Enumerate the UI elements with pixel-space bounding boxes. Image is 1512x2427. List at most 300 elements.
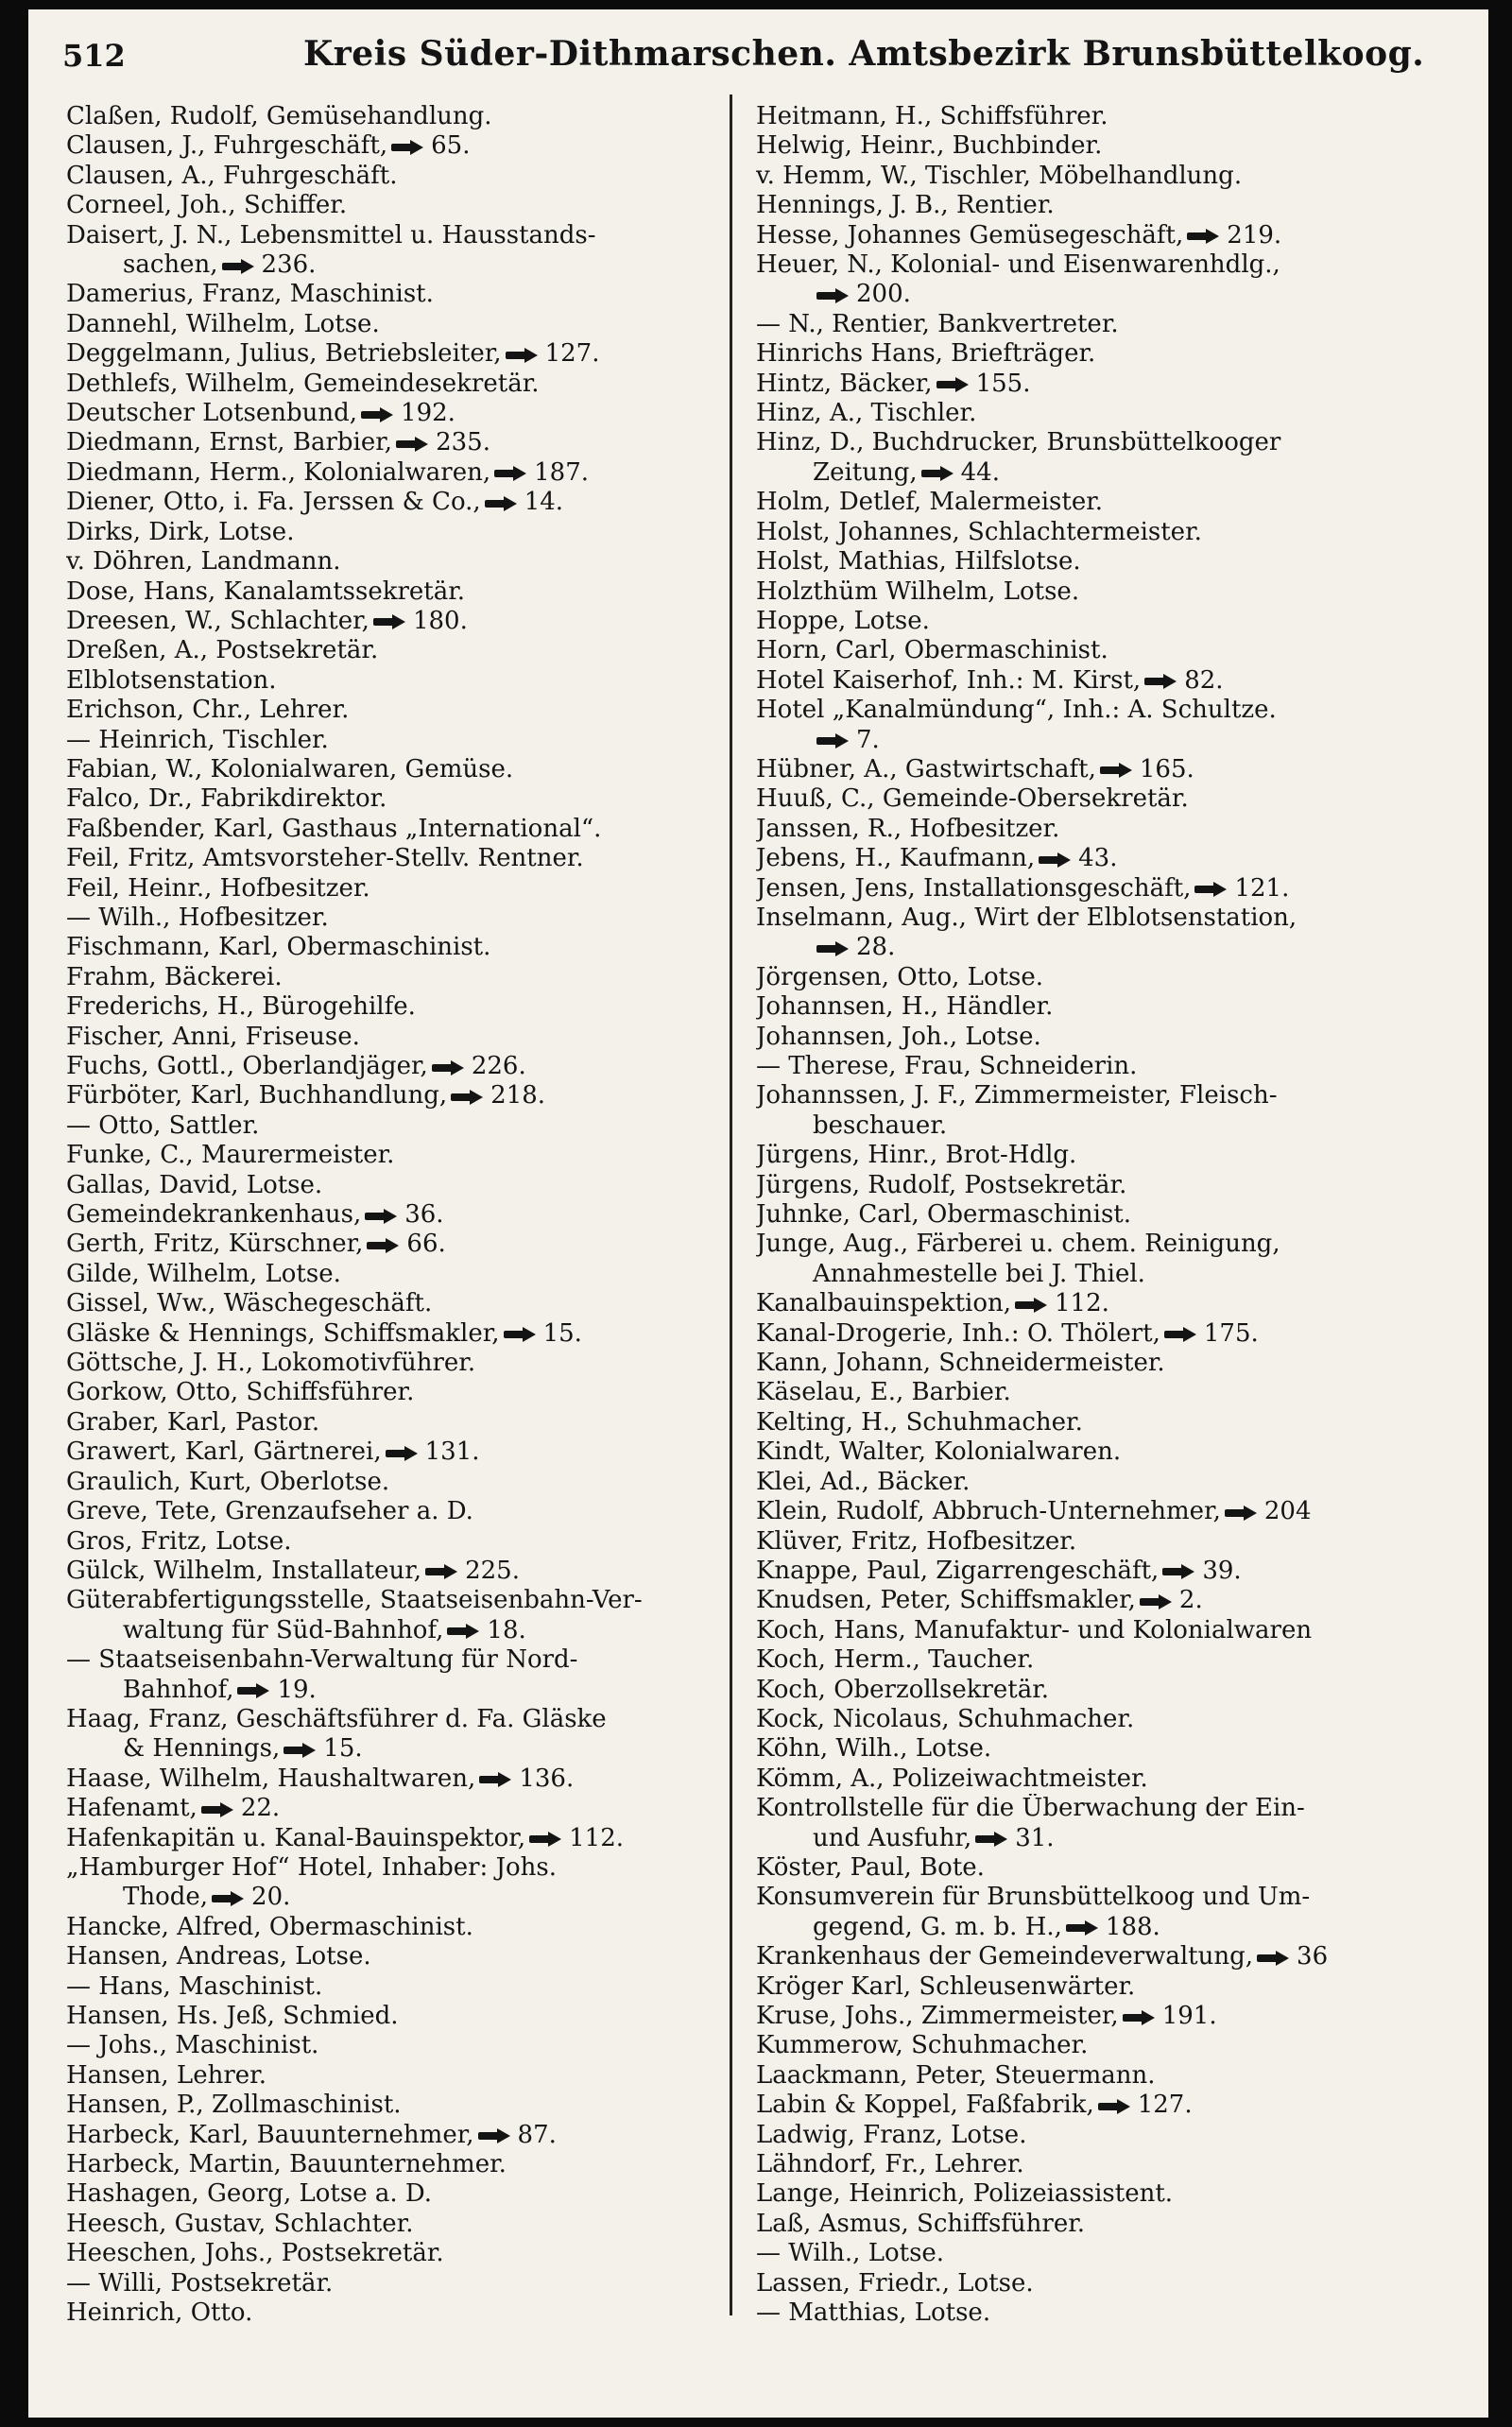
directory-entry: [756, 458, 1474, 488]
directory-entry: [66, 458, 713, 488]
entry-text: Kruse, Johs., Zimmermeister,: [756, 2002, 1119, 2030]
entry-text: Köster, Paul, Bote.: [756, 1852, 985, 1882]
directory-entry: [66, 1141, 713, 1170]
phone-number: 43.: [1078, 844, 1118, 873]
entry-text: Harbeck, Martin, Bauunternehmer.: [66, 2150, 507, 2179]
entry-text: — N., Rentier, Bankvertreter.: [756, 309, 1119, 338]
entry-text: Diedmann, Herm., Kolonialwaren,: [66, 457, 491, 487]
directory-entry: [66, 1230, 713, 1259]
directory-entry: [66, 2150, 713, 2179]
entry-text: Hansen, Hs. Jeß, Schmied.: [66, 2002, 399, 2030]
entry-text: Holst, Johannes, Schlachtermeister.: [756, 517, 1202, 546]
entry-text: Diener, Otto, i. Fa. Jerssen & Co.,: [66, 488, 481, 517]
entry-text: Hübner, A., Gastwirtschaft,: [756, 754, 1096, 783]
directory-entry: [66, 1200, 713, 1230]
telephone-icon: [1194, 882, 1228, 896]
entry-text: Grawert, Karl, Gärtnerei,: [66, 1437, 382, 1467]
directory-entry: [66, 2061, 713, 2091]
phone-number: 180.: [412, 606, 468, 635]
phone-number: 127.: [1137, 2091, 1193, 2120]
entry-text: Feil, Heinr., Hofbesitzer.: [66, 873, 370, 903]
directory-entry: [66, 221, 713, 250]
directory-entry: [756, 1111, 1474, 1141]
phone-number: 136.: [519, 1764, 575, 1793]
entry-text: — Willi, Postsekretär.: [66, 2268, 334, 2298]
telephone-icon: [1098, 2099, 1132, 2113]
telephone-icon: [1144, 674, 1178, 688]
phone-number: 188.: [1105, 1912, 1160, 1941]
telephone-icon: [365, 1209, 399, 1223]
directory-entry: [756, 1230, 1474, 1259]
telephone-icon: [921, 466, 955, 480]
entry-text: Holm, Detlef, Malermeister.: [756, 488, 1104, 517]
directory-entry: [66, 607, 713, 636]
telephone-icon: [485, 496, 519, 510]
telephone-icon: [361, 407, 395, 422]
directory-entry: [756, 1645, 1474, 1675]
entry-text: Hintz, Bäcker,: [756, 369, 933, 398]
directory-entry: [756, 844, 1474, 873]
phone-number: 127.: [544, 339, 600, 369]
telephone-icon: [237, 1683, 271, 1697]
entry-text: Gülck, Wilhelm, Installateur,: [66, 1556, 422, 1585]
entry-text: Klei, Ad., Bäcker.: [756, 1467, 971, 1496]
directory-entry: [66, 1349, 713, 1378]
directory-entry: [66, 1557, 713, 1586]
phone-number: 121.: [1234, 873, 1290, 903]
directory-entry: [756, 1408, 1474, 1437]
entry-text: Heitmann, H., Schiffsführer.: [756, 102, 1108, 130]
telephone-icon: [451, 1090, 485, 1104]
entry-text: Haag, Franz, Geschäftsführer d. Fa. Gläske: [66, 1704, 607, 1733]
entry-text: Kindt, Walter, Kolonialwaren.: [756, 1437, 1122, 1467]
directory-entry: [66, 844, 713, 873]
directory-entry: [756, 191, 1474, 220]
entry-text: Annahmestelle bei J. Thiel.: [813, 1259, 1145, 1288]
telephone-icon: [1140, 1594, 1174, 1609]
phone-number: 15.: [542, 1318, 582, 1348]
phone-number: 14.: [524, 488, 564, 517]
page-title: Kreis Süder-Dithmarschen. Amtsbezirk Brunsbüttelkoog.: [303, 34, 1425, 74]
entry-text: Kanalbauinspektion,: [756, 1289, 1011, 1318]
entry-text: Haase, Wilhelm, Haushaltwaren,: [66, 1764, 476, 1793]
directory-entry: [66, 1586, 713, 1615]
phone-number: 44.: [960, 457, 1000, 487]
entry-text: Hinrichs Hans, Briefträger.: [756, 339, 1096, 369]
directory-entry: [756, 280, 1474, 309]
entry-text: Hafenamt,: [66, 1794, 198, 1823]
phone-number: 236.: [261, 250, 317, 280]
telephone-icon: [1187, 229, 1221, 243]
entry-text: Kömm, A., Polizeiwachtmeister.: [756, 1764, 1148, 1793]
entry-text: Hotel „Kanalmündung“, Inh.: A. Schultze.: [756, 696, 1277, 725]
directory-entry: [66, 1824, 713, 1853]
directory-entry: [756, 933, 1474, 962]
directory-entry: [66, 162, 713, 191]
directory-entry: [756, 2269, 1474, 2298]
phone-number: 82.: [1184, 665, 1224, 695]
entry-text: Faßbender, Karl, Gasthaus „International“.: [66, 814, 602, 843]
entry-text: Damerius, Franz, Maschinist.: [66, 280, 434, 309]
directory-entry: [66, 904, 713, 933]
phone-number: 2.: [1178, 1586, 1203, 1615]
entry-text: Kann, Johann, Schneidermeister.: [756, 1349, 1165, 1378]
directory-entry: [66, 310, 713, 339]
directory-entry: [66, 280, 713, 309]
directory-entry: [756, 1081, 1474, 1110]
directory-entry: [66, 1437, 713, 1467]
directory-entry: [66, 1289, 713, 1318]
entry-text: Köhn, Wilh., Lotse.: [756, 1734, 992, 1764]
telephone-icon: [391, 140, 425, 154]
phone-number: 175.: [1203, 1318, 1259, 1348]
entry-text: Dreßen, A., Postsekretär.: [66, 636, 379, 665]
directory-entry: [756, 339, 1474, 369]
phone-number: 226.: [471, 1052, 526, 1080]
entry-text: Fabian, W., Kolonialwaren, Gemüse.: [66, 754, 514, 783]
directory-entry: [756, 1141, 1474, 1170]
telephone-icon: [816, 941, 850, 955]
telephone-icon: [396, 437, 430, 451]
entry-text: Lange, Heinrich, Polizeiassistent.: [756, 2179, 1174, 2209]
telephone-icon: [201, 1802, 235, 1816]
entry-text: Jörgensen, Otto, Lotse.: [756, 962, 1044, 991]
directory-entry: [756, 1734, 1474, 1764]
entry-text: Krankenhaus der Gemeindeverwaltung,: [756, 1942, 1254, 1971]
entry-text: Holst, Mathias, Hilfslotse.: [756, 547, 1081, 577]
directory-entry: [66, 1764, 713, 1794]
entry-text: Koch, Herm., Taucher.: [756, 1645, 1035, 1675]
entry-text: Hinz, D., Buchdrucker, Brunsbüttelkooger: [756, 428, 1281, 457]
directory-entry: [756, 488, 1474, 517]
telephone-icon: [432, 1060, 466, 1075]
phone-number: 28.: [856, 933, 896, 962]
entry-text: Graber, Karl, Pastor.: [66, 1407, 320, 1437]
entry-text: Frahm, Bäckerei.: [66, 962, 283, 991]
directory-entry: [756, 1200, 1474, 1230]
entry-text: Elblotsenstation.: [66, 665, 277, 695]
phone-number: 19.: [277, 1675, 317, 1704]
directory-entry: [756, 1527, 1474, 1557]
entry-text: Koch, Hans, Manufaktur- und Kolonialwaren: [756, 1615, 1313, 1644]
phone-number: 165.: [1139, 754, 1194, 783]
entry-text: Hafenkapitän u. Kanal-Bauinspektor,: [66, 1823, 526, 1852]
directory-entry: [756, 2210, 1474, 2239]
entry-text: — Hans, Maschinist.: [66, 1971, 323, 2001]
telephone-icon: [479, 1772, 513, 1786]
directory-entry: [756, 1676, 1474, 1705]
entry-text: Knudsen, Peter, Schiffsmakler,: [756, 1586, 1136, 1615]
telephone-icon: [494, 466, 528, 480]
telephone-icon: [1066, 1920, 1100, 1935]
telephone-icon: [936, 377, 971, 391]
phone-number: 192.: [401, 399, 455, 428]
telephone-icon: [1257, 1951, 1291, 1965]
entry-text: „Hamburger Hof“ Hotel, Inhaber: Johs.: [66, 1852, 558, 1882]
directory-entry: [756, 310, 1474, 339]
directory-entry: [756, 2298, 1474, 2328]
directory-entry: [756, 2150, 1474, 2179]
entry-text: Labin & Koppel, Faßfabrik,: [756, 2091, 1094, 2120]
directory-entry: [756, 2031, 1474, 2060]
column-divider: [730, 95, 732, 2315]
directory-entry: [756, 1942, 1474, 1971]
directory-entry: [66, 1378, 713, 1407]
directory-entry: [66, 696, 713, 725]
directory-entry: [66, 547, 713, 577]
directory-entry: [756, 250, 1474, 280]
telephone-icon: [1039, 852, 1073, 867]
telephone-icon: [504, 1327, 538, 1341]
entry-text: Funke, C., Maurermeister.: [66, 1141, 395, 1170]
entry-text: Heesch, Gustav, Schlachter.: [66, 2209, 414, 2238]
entry-text: — Otto, Sattler.: [66, 1110, 260, 1140]
entry-text: Gilde, Wilhelm, Lotse.: [66, 1259, 341, 1288]
directory-entry: [756, 696, 1474, 725]
directory-entry: [66, 2298, 713, 2328]
phone-number: 7.: [856, 725, 880, 754]
entry-text: Hoppe, Lotse.: [756, 606, 930, 635]
entry-text: sachen,: [123, 250, 218, 280]
directory-entry: [756, 2179, 1474, 2209]
directory-entry: [756, 963, 1474, 992]
directory-entry: [756, 874, 1474, 904]
directory-entry: [66, 1705, 713, 1734]
directory-entry: [66, 1171, 713, 1200]
directory-entry: [756, 607, 1474, 636]
directory-entry: [66, 1616, 713, 1645]
directory-entry: [66, 1942, 713, 1971]
entry-text: Holzthüm Wilhelm, Lotse.: [756, 577, 1080, 606]
entry-text: Corneel, Joh., Schiffer.: [66, 191, 348, 220]
directory-entry: [66, 1260, 713, 1289]
phone-number: 87.: [517, 2120, 557, 2149]
directory-entry: [66, 2179, 713, 2209]
entry-text: waltung für Süd-Bahnhof,: [123, 1615, 444, 1644]
entry-text: Claßen, Rudolf, Gemüsehandlung.: [66, 102, 492, 130]
directory-entry: [756, 1972, 1474, 2002]
entry-text: Kummerow, Schuhmacher.: [756, 2031, 1089, 2060]
entry-text: Heinrich, Otto.: [66, 2298, 253, 2328]
entry-text: und Ausfuhr,: [813, 1823, 972, 1852]
telephone-icon: [816, 288, 850, 302]
entry-text: Knappe, Paul, Zigarrengeschäft,: [756, 1556, 1160, 1585]
phone-number: 219.: [1227, 220, 1282, 250]
directory-entry: [756, 1437, 1474, 1467]
directory-entry: [756, 1260, 1474, 1289]
directory-entry: [756, 815, 1474, 844]
directory-entry: [756, 1052, 1474, 1081]
entry-text: Huuß, C., Gemeinde-Obersekretär.: [756, 784, 1189, 814]
entry-text: Gorkow, Otto, Schiffsführer.: [66, 1378, 415, 1407]
entry-text: Jürgens, Rudolf, Postsekretär.: [756, 1170, 1127, 1199]
entry-text: Hancke, Alfred, Obermaschinist.: [66, 1912, 473, 1941]
phone-number: 36: [1297, 1942, 1329, 1971]
entry-text: — Therese, Frau, Schneiderin.: [756, 1052, 1138, 1080]
directory-entry: [66, 399, 713, 428]
phone-number: 112.: [1055, 1289, 1109, 1318]
telephone-icon: [284, 1743, 318, 1757]
entry-text: Hansen, P., Zollmaschinist.: [66, 2091, 402, 2120]
entry-text: Graulich, Kurt, Oberlotse.: [66, 1467, 390, 1496]
directory-entry: [66, 2121, 713, 2150]
phone-number: 187.: [534, 457, 589, 487]
telephone-icon: [447, 1624, 481, 1638]
directory-entry: [66, 1913, 713, 1942]
entry-text: — Wilh., Lotse.: [756, 2239, 945, 2268]
directory-entry: [66, 191, 713, 220]
directory-entry: [756, 1557, 1474, 1586]
directory-entry: [66, 933, 713, 962]
entry-text: Johannsen, H., Händler.: [756, 992, 1054, 1022]
phone-number: 66.: [406, 1230, 446, 1259]
entry-text: Zeitung,: [813, 457, 918, 487]
telephone-icon: [1162, 1564, 1196, 1578]
directory-entry: [66, 370, 713, 399]
entry-text: Koch, Oberzollsekretär.: [756, 1675, 1050, 1704]
entry-text: Dose, Hans, Kanalamtssekretär.: [66, 577, 466, 606]
directory-entry: [66, 2002, 713, 2031]
right-column: [756, 102, 1474, 2389]
entry-text: gegend, G. m. b. H.,: [813, 1912, 1062, 1941]
entry-text: Göttsche, J. H., Lokomotivführer.: [66, 1349, 476, 1378]
phone-number: 235.: [436, 428, 490, 457]
entry-text: — Staatseisenbahn-Verwaltung für Nord-: [66, 1645, 578, 1675]
entry-text: Daisert, J. N., Lebensmittel u. Hausstands-: [66, 220, 596, 250]
telephone-icon: [373, 614, 407, 628]
telephone-icon: [478, 2128, 512, 2143]
directory-entry: [756, 2091, 1474, 2120]
telephone-icon: [386, 1446, 420, 1460]
directory-entry: [756, 547, 1474, 577]
directory-entry: [66, 1527, 713, 1557]
directory-entry: [66, 1408, 713, 1437]
telephone-icon: [1225, 1506, 1259, 1520]
entry-text: Heuer, N., Kolonial- und Eisenwarenhdlg.,: [756, 250, 1280, 280]
entry-text: Gerth, Fritz, Kürschner,: [66, 1230, 364, 1259]
directory-entry: [756, 755, 1474, 784]
directory-entry: [756, 1824, 1474, 1853]
directory-entry: [756, 1853, 1474, 1883]
directory-entry: [756, 666, 1474, 696]
entry-text: Johannsen, Joh., Lotse.: [756, 1022, 1041, 1051]
directory-entry: [756, 1023, 1474, 1052]
entry-text: Lähndorf, Fr., Lehrer.: [756, 2150, 1024, 2179]
left-column: [66, 102, 713, 2370]
phone-number: 131.: [424, 1437, 480, 1467]
entry-text: Dannehl, Wilhelm, Lotse.: [66, 309, 380, 338]
directory-entry: [66, 1497, 713, 1526]
directory-entry: [756, 636, 1474, 665]
entry-text: Clausen, J., Fuhrgeschäft,: [66, 131, 388, 161]
directory-entry: [66, 577, 713, 607]
directory-entry: [66, 250, 713, 280]
phone-number: 200.: [856, 280, 911, 309]
directory-entry: [66, 666, 713, 696]
directory-entry: [66, 2031, 713, 2060]
directory-entry: [66, 1972, 713, 2002]
entry-text: Hotel Kaiserhof, Inh.: M. Kirst,: [756, 665, 1142, 695]
entry-text: Juhnke, Carl, Obermaschinist.: [756, 1200, 1132, 1230]
directory-entry: [756, 1349, 1474, 1378]
directory-entry: [756, 1913, 1474, 1942]
entry-text: Fürböter, Karl, Buchhandlung,: [66, 1081, 448, 1110]
directory-entry: [66, 1468, 713, 1497]
directory-page: [28, 9, 1488, 2418]
directory-entry: [756, 1319, 1474, 1349]
directory-entry: [66, 488, 713, 517]
directory-entry: [756, 428, 1474, 457]
directory-entry: [756, 2061, 1474, 2091]
telephone-icon: [425, 1564, 459, 1578]
telephone-icon: [1123, 2010, 1157, 2024]
directory-entry: [66, 963, 713, 992]
telephone-icon: [816, 733, 850, 748]
phone-number: 20.: [251, 1883, 291, 1912]
entry-text: Kontrollstelle für die Überwachung der Ein-: [756, 1794, 1305, 1823]
directory-entry: [66, 2210, 713, 2239]
entry-text: Erichson, Chr., Lehrer.: [66, 696, 350, 725]
entry-text: Kock, Nicolaus, Schuhmacher.: [756, 1704, 1135, 1733]
entry-text: Fischer, Anni, Friseuse.: [66, 1022, 360, 1051]
directory-entry: [756, 1586, 1474, 1615]
directory-entry: [66, 518, 713, 547]
entry-text: Kröger Karl, Schleusenwärter.: [756, 1971, 1136, 2001]
page-header: [62, 21, 1460, 85]
directory-entry: [66, 1734, 713, 1764]
entry-text: v. Hemm, W., Tischler, Möbelhandlung.: [756, 161, 1243, 190]
directory-entry: [66, 339, 713, 369]
entry-text: Fischmann, Karl, Obermaschinist.: [66, 933, 491, 962]
directory-entry: [756, 131, 1474, 161]
telephone-icon: [1164, 1327, 1198, 1341]
entry-text: Dirks, Dirk, Lotse.: [66, 517, 295, 546]
directory-entry: [756, 370, 1474, 399]
entry-text: & Hennings,: [123, 1734, 281, 1764]
directory-entry: [66, 992, 713, 1022]
entry-text: Gallas, David, Lotse.: [66, 1170, 323, 1199]
entry-text: Güterabfertigungsstelle, Staatseisenbahn-Ver-: [66, 1586, 643, 1615]
entry-text: Hennings, J. B., Rentier.: [756, 191, 1055, 220]
entry-text: Frederichs, H., Bürogehilfe.: [66, 992, 416, 1022]
entry-text: Janssen, R., Hofbesitzer.: [756, 814, 1060, 843]
entry-text: — Johs., Maschinist.: [66, 2031, 319, 2060]
directory-entry: [756, 1468, 1474, 1497]
entry-text: Greve, Tete, Grenzaufseher a. D.: [66, 1497, 473, 1526]
phone-number: 218.: [490, 1081, 546, 1110]
entry-text: Jürgens, Hinr., Brot-Hdlg.: [756, 1141, 1077, 1170]
entry-text: Hesse, Johannes Gemüsegeschäft,: [756, 220, 1184, 250]
telephone-icon: [367, 1238, 401, 1252]
directory-entry: [756, 1764, 1474, 1794]
directory-entry: [66, 131, 713, 161]
entry-text: Helwig, Heinr., Buchbinder.: [756, 131, 1103, 161]
entry-text: Laß, Asmus, Schiffsführer.: [756, 2209, 1086, 2238]
directory-entry: [66, 1645, 713, 1675]
entry-text: Gissel, Ww., Wäschegeschäft.: [66, 1289, 433, 1318]
phone-number: 65.: [431, 131, 471, 161]
entry-text: Klüver, Fritz, Hofbesitzer.: [756, 1526, 1077, 1556]
entry-text: Kelting, H., Schuhmacher.: [756, 1407, 1083, 1437]
telephone-icon: [506, 348, 540, 362]
directory-entry: [66, 1081, 713, 1110]
directory-entry: [66, 784, 713, 814]
entry-text: Bahnhof,: [123, 1675, 234, 1704]
directory-entry: [756, 1289, 1474, 1318]
directory-entry: [66, 1883, 713, 1912]
entry-text: Thode,: [123, 1883, 209, 1912]
entry-text: Gläske & Hennings, Schiffsmakler,: [66, 1318, 500, 1348]
